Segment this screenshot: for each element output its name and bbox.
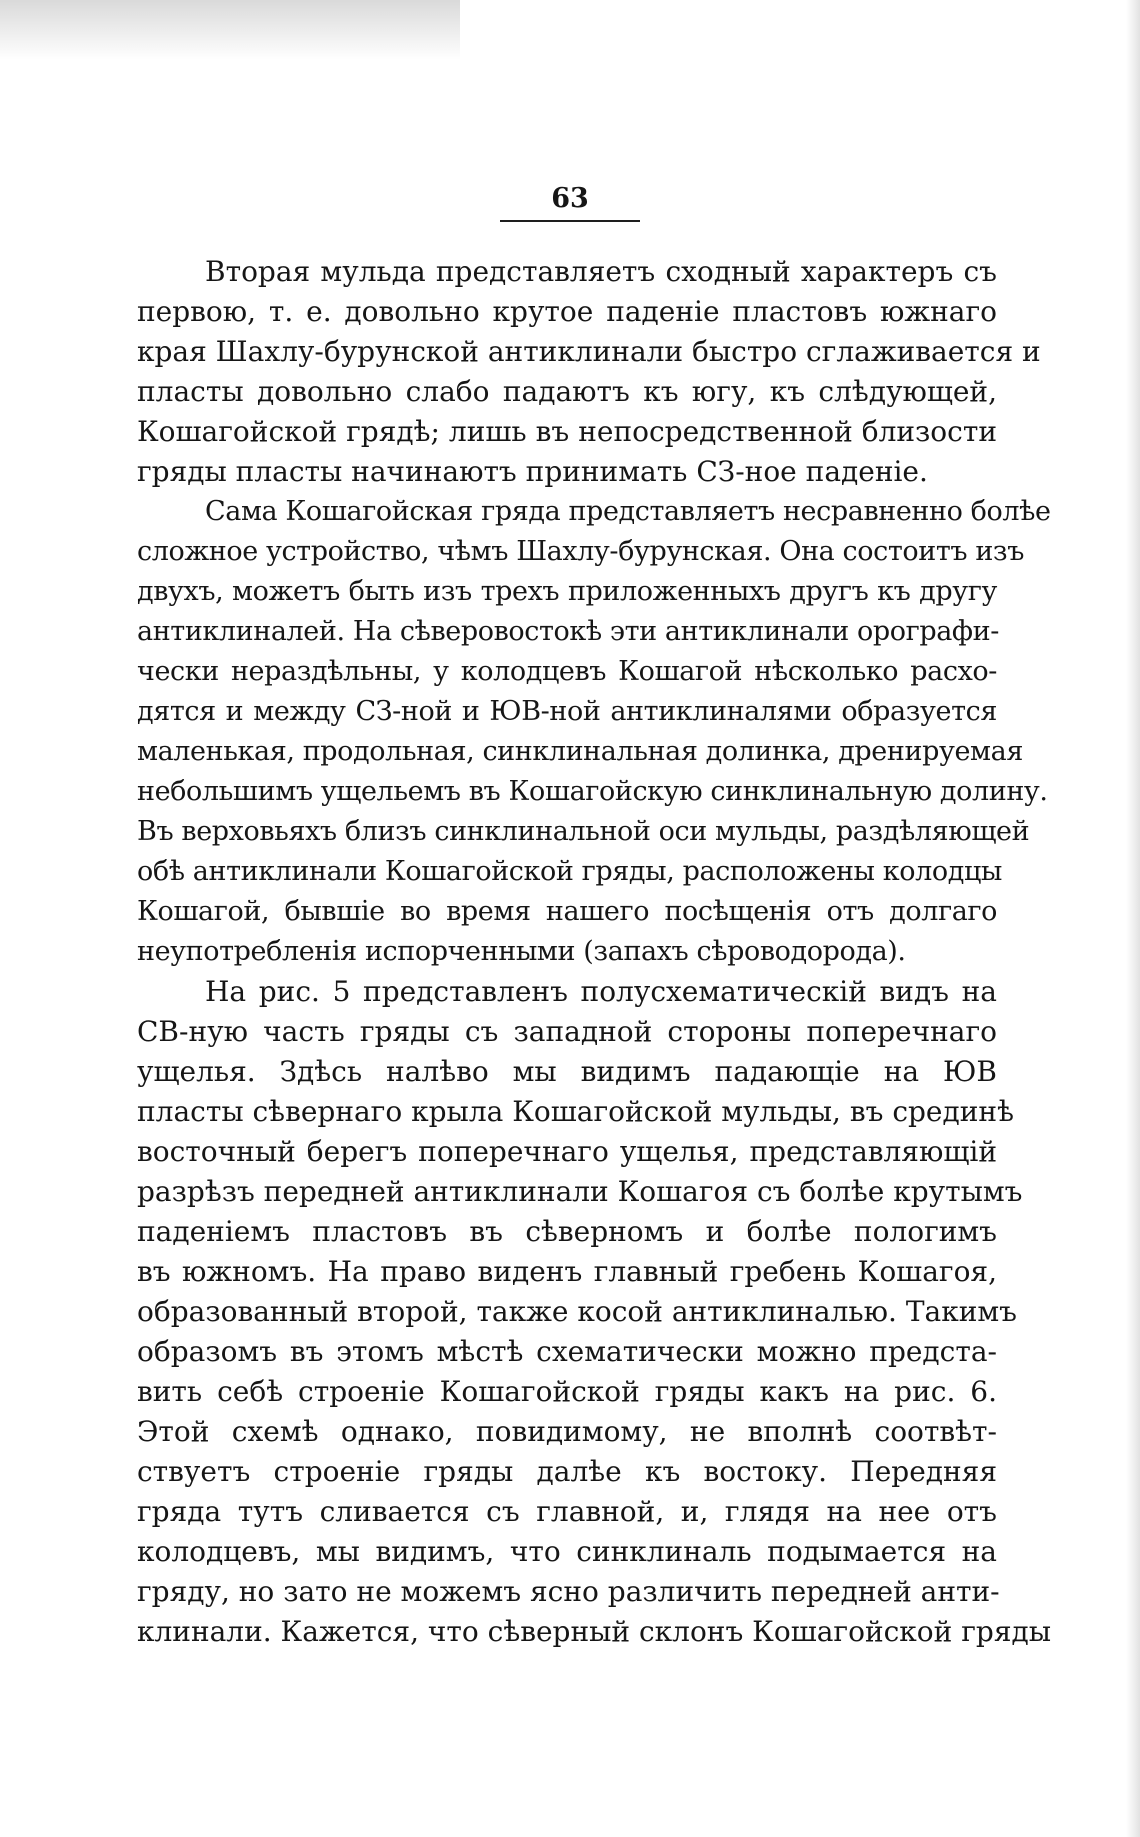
text-line: чески нераздѣльны, у колодцевъ Кошагой нѣсколько расхо- — [137, 656, 997, 687]
text-line: обѣ антиклинали Кошагойской гряды, расположены колодцы — [137, 856, 1003, 887]
text-line: вить себѣ строеніе Кошагойской гряды какъ на рис. 6. — [137, 1375, 997, 1408]
paragraph-2 — [137, 492, 1051, 972]
text-line: пласты довольно слабо падаютъ къ югу, къ слѣдующей, — [137, 375, 997, 408]
scan-shadow-top — [0, 0, 460, 60]
scan-shadow-right — [1126, 0, 1140, 1837]
text-line: СВ-ную часть гряды съ западной стороны поперечнаго — [137, 1015, 997, 1048]
text-line: Этой схемѣ однако, повидимому, не вполнѣ соотвѣт- — [137, 1415, 997, 1448]
text-line: маленькая, продольная, синклинальная долинка, дренируемая — [137, 736, 1023, 767]
text-line: сложное устройство, чѣмъ Шахлу-бурунская. Она состоитъ изъ — [137, 536, 1025, 567]
text-line: образомъ въ этомъ мѣстѣ схематически можно предста- — [137, 1335, 997, 1368]
text-line: гряду, но зато не можемъ ясно различить передней анти- — [137, 1575, 1000, 1608]
text-line: первою, т. е. довольно крутое паденіе пластовъ южнаго — [137, 295, 997, 328]
text-line: Кошагойской грядѣ; лишь въ непосредственной близости — [137, 415, 997, 448]
page-number: 63 — [551, 183, 589, 214]
text-line: антиклиналей. На сѣверовостокѣ эти антиклинали орографи- — [137, 616, 999, 647]
paragraph-3 — [137, 972, 1052, 1652]
text-line: пласты сѣвернаго крыла Кошагойской мульды, въ срединѣ — [137, 1095, 1014, 1128]
text-line: дятся и между СЗ-ной и ЮВ-ной антиклиналями образуется — [137, 696, 997, 727]
text-line: Кошагой, бывшіе во время нашего посѣщенія отъ долгаго — [137, 896, 997, 927]
text-line: гряда тутъ сливается съ главной, и, глядя на нее отъ — [137, 1495, 997, 1528]
text-line: восточный берегъ поперечнаго ущелья, представляющій — [137, 1135, 997, 1168]
body-text — [137, 252, 1052, 1652]
text-line: неупотребленія испорченными (запахъ сѣроводорода). — [137, 936, 906, 967]
page-number-rule — [500, 220, 640, 222]
text-line: ствуетъ строеніе гряды далѣе къ востоку. Передняя — [137, 1455, 997, 1488]
paragraph-1 — [137, 252, 1041, 492]
text-line: Вторая мульда представляетъ сходный характеръ съ — [205, 255, 997, 288]
text-line: гряды пласты начинаютъ принимать СЗ-ное паденіе. — [137, 455, 928, 488]
text-line: небольшимъ ущельемъ въ Кошагойскую синклинальную долину. — [137, 776, 1048, 807]
text-line: паденіемъ пластовъ въ сѣверномъ и болѣе пологимъ — [137, 1215, 997, 1248]
text-line: въ южномъ. На право виденъ главный гребень Кошагоя, — [137, 1255, 997, 1288]
text-line: двухъ, можетъ быть изъ трехъ приложенныхъ другъ къ другу — [137, 576, 997, 607]
text-line: На рис. 5 представленъ полусхематическій видъ на — [205, 975, 997, 1008]
text-line: разрѣзъ передней антиклинали Кошагоя съ болѣе крутымъ — [137, 1175, 1023, 1208]
text-line: клинали. Кажется, что сѣверный склонъ Кошагойской гряды — [137, 1615, 1052, 1648]
text-line: Сама Кошагойская гряда представляетъ несравненно болѣе — [205, 496, 1051, 527]
text-line: ущелья. Здѣсь налѣво мы видимъ падающіе на ЮВ — [137, 1055, 997, 1088]
text-line: края Шахлу-бурунской антиклинали быстро сглаживается и — [137, 335, 1041, 368]
text-line: образованный второй, также косой антиклиналью. Такимъ — [137, 1295, 1017, 1328]
text-line: Въ верховьяхъ близъ синклинальной оси мульды, раздѣляющей — [137, 816, 1030, 847]
text-line: колодцевъ, мы видимъ, что синклиналь подымается на — [137, 1535, 997, 1568]
